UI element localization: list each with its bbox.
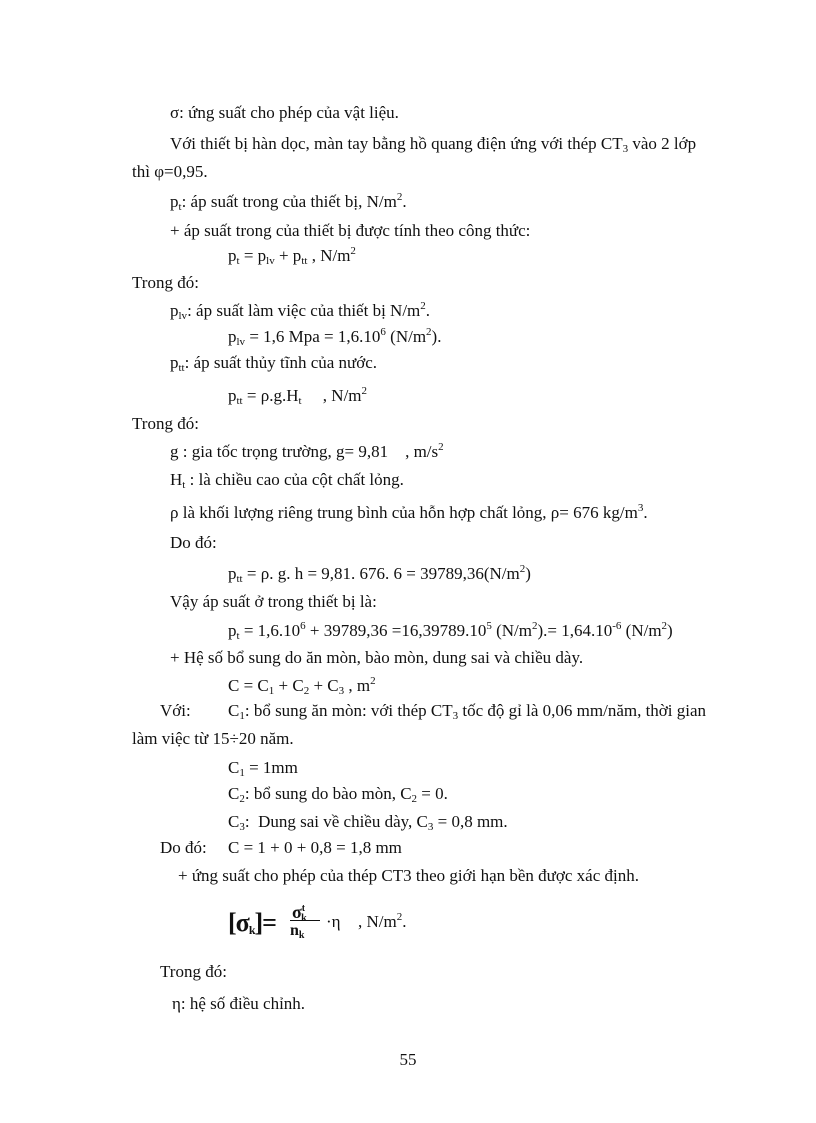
line-text: C bbox=[228, 701, 240, 720]
text-line bbox=[170, 192, 407, 212]
line-text: C bbox=[228, 784, 240, 803]
subscript: tt bbox=[236, 395, 243, 407]
line-text: : bổ sung ăn mòn: với thép CT bbox=[244, 701, 453, 720]
superscript: 2 bbox=[519, 563, 526, 575]
formula-text: σ bbox=[292, 902, 302, 922]
formula-line bbox=[228, 676, 376, 696]
line-text: Vậy áp suất ở trong thiết bị là: bbox=[170, 592, 377, 611]
subscript: t bbox=[182, 479, 186, 491]
text-line bbox=[160, 701, 191, 721]
superscript: -6 bbox=[612, 620, 622, 632]
line-label: Với: bbox=[160, 701, 191, 720]
subscript: 3 bbox=[239, 821, 245, 833]
superscript: 2 bbox=[438, 441, 444, 453]
line-text: C bbox=[228, 812, 240, 831]
line-text: ).= 1,64.10 bbox=[537, 621, 613, 640]
text-line bbox=[178, 866, 639, 886]
formula-lhs bbox=[228, 908, 276, 938]
superscript: 3 bbox=[637, 502, 644, 514]
superscript: 2 bbox=[350, 245, 356, 257]
formula-text: . bbox=[402, 912, 407, 931]
line-text: = 0,8 mm. bbox=[433, 812, 508, 831]
line-text: = 0. bbox=[417, 784, 448, 803]
subscript: 3 bbox=[452, 710, 459, 722]
text-line bbox=[170, 470, 404, 490]
subscript: k bbox=[248, 923, 255, 937]
superscript: 2 bbox=[396, 911, 403, 923]
text-line bbox=[170, 442, 444, 462]
subscript: lv bbox=[178, 310, 188, 322]
line-text: , m bbox=[344, 676, 371, 695]
line-text: = p bbox=[239, 246, 267, 265]
line-text: : là chiều cao của cột chất lỏng. bbox=[185, 470, 404, 489]
line-text: p bbox=[228, 621, 237, 640]
formula-line bbox=[228, 386, 367, 406]
line-text: . bbox=[425, 301, 431, 320]
line-text: : áp suất thủy tĩnh của nước. bbox=[184, 353, 378, 372]
line-text: ) bbox=[667, 621, 673, 640]
line-text: = 1,6 Mpa = 1,6.10 bbox=[245, 327, 381, 346]
line-text: (N/m bbox=[621, 621, 662, 640]
line-text: = 1,6.10 bbox=[239, 621, 301, 640]
superscript: 6 bbox=[300, 620, 306, 632]
superscript: 6 bbox=[380, 326, 386, 338]
line-text: + p bbox=[274, 246, 302, 265]
line-text: + Hệ số bổ sung do ăn mòn, bào mòn, dung sai và chiều dày. bbox=[170, 648, 584, 667]
subscript: k bbox=[301, 913, 307, 924]
fraction-bar bbox=[290, 920, 320, 921]
subscript: t bbox=[178, 201, 182, 213]
text-line bbox=[132, 273, 199, 293]
line-text: = 1mm bbox=[244, 758, 298, 777]
formula-text: [σ bbox=[228, 908, 249, 937]
superscript: 2 bbox=[426, 326, 432, 338]
text-line bbox=[228, 701, 706, 721]
formula-line bbox=[228, 327, 441, 347]
text-line bbox=[160, 962, 227, 982]
superscript: 5 bbox=[486, 620, 492, 632]
formula-line bbox=[228, 838, 402, 858]
line-text: σ: ứng suất cho phép của vật liệu. bbox=[170, 103, 399, 122]
text-line bbox=[170, 648, 583, 668]
text-line bbox=[170, 592, 377, 612]
formula-line bbox=[228, 758, 298, 778]
subscript: lv bbox=[266, 255, 275, 267]
line-text: + C bbox=[309, 676, 339, 695]
subscript: tt bbox=[236, 573, 243, 585]
line-text: p bbox=[228, 327, 237, 346]
line-text: (N/m bbox=[385, 327, 427, 346]
line-text: Trong đó: bbox=[132, 414, 199, 433]
text-line bbox=[132, 414, 199, 434]
line-text: p bbox=[228, 564, 237, 583]
line-text: p bbox=[228, 246, 237, 265]
text-line bbox=[228, 812, 508, 832]
line-text: + ứng suất cho phép của thép CT3 theo giới hạn bền được xác định. bbox=[178, 866, 639, 885]
line-text: : áp suất làm việc của thiết bị N/m bbox=[187, 301, 421, 320]
formula-unit bbox=[358, 912, 406, 932]
line-text: làm việc từ 15÷20 năm. bbox=[132, 729, 294, 748]
text-line bbox=[172, 994, 305, 1014]
superscript: 2 bbox=[420, 300, 426, 312]
line-text: , N/m bbox=[307, 246, 351, 265]
line-text: . bbox=[402, 192, 407, 211]
text-line bbox=[228, 784, 448, 804]
line-text: p bbox=[170, 353, 179, 372]
formula-text: , N/m bbox=[358, 912, 397, 931]
line-text: p bbox=[170, 301, 179, 320]
formula-line bbox=[228, 621, 673, 641]
subscript: k bbox=[298, 930, 305, 941]
line-text: , N/m bbox=[301, 386, 362, 405]
superscript: t bbox=[301, 903, 306, 914]
subscript: lv bbox=[236, 336, 246, 348]
text-line bbox=[170, 353, 377, 373]
subscript: 2 bbox=[239, 793, 245, 805]
subscript: 2 bbox=[411, 793, 418, 805]
superscript: 2 bbox=[361, 385, 368, 397]
line-text: Do đó: bbox=[170, 533, 217, 552]
line-text: g : gia tốc trọng trường, g= 9,81 , m/s bbox=[170, 442, 439, 461]
page-number: 55 bbox=[399, 1050, 417, 1069]
subscript: tt bbox=[301, 255, 308, 267]
formula-line bbox=[228, 564, 531, 584]
line-text: . bbox=[643, 503, 648, 522]
line-text: thì φ=0,95. bbox=[132, 162, 208, 181]
text-line bbox=[170, 103, 399, 123]
text-line bbox=[170, 503, 648, 523]
line-text: Với thiết bị hàn dọc, màn tay bằng hồ quang điện ứng với thép CT bbox=[170, 134, 623, 153]
line-text: ρ là khối lượng riêng trung bình của hỗn hợp chất lỏng, ρ= 676 kg/m bbox=[170, 503, 638, 522]
line-text: (N/m bbox=[491, 621, 532, 640]
line-text: p bbox=[228, 386, 237, 405]
subscript: t bbox=[236, 255, 240, 267]
line-text: Trong đó: bbox=[132, 273, 199, 292]
line-text: C = C bbox=[228, 676, 269, 695]
text-line bbox=[170, 301, 430, 321]
subscript: 2 bbox=[303, 685, 310, 697]
line-text: p bbox=[170, 192, 179, 211]
line-text: : áp suất trong của thiết bị, N/m bbox=[181, 192, 397, 211]
subscript: 3 bbox=[427, 821, 434, 833]
formula-text: ]= bbox=[254, 908, 276, 937]
line-text: ). bbox=[431, 327, 442, 346]
line-text: tốc độ gỉ là 0,06 mm/năm, thời gian bbox=[458, 701, 707, 720]
subscript: 3 bbox=[622, 143, 629, 155]
superscript: 2 bbox=[396, 191, 403, 203]
line-text: η: hệ số điều chỉnh. bbox=[172, 994, 306, 1013]
subscript: 1 bbox=[268, 685, 275, 697]
subscript: 1 bbox=[239, 710, 245, 722]
line-text: H bbox=[170, 470, 183, 489]
allowable-stress-formula bbox=[228, 898, 428, 948]
subscript: 3 bbox=[338, 685, 345, 697]
formula-text: ·η bbox=[326, 912, 341, 931]
line-text: vào 2 lớp bbox=[628, 134, 697, 153]
formula-line bbox=[228, 246, 356, 266]
text-line bbox=[170, 134, 696, 154]
text-line bbox=[132, 162, 208, 182]
line-text: C bbox=[228, 758, 240, 777]
line-text: ) bbox=[525, 564, 531, 583]
subscript: t bbox=[298, 395, 302, 407]
superscript: 2 bbox=[531, 620, 538, 632]
line-text: : bổ sung do bào mòn, C bbox=[244, 784, 412, 803]
text-line bbox=[160, 838, 207, 858]
line-label: Do đó: bbox=[160, 838, 207, 857]
formula-eta bbox=[326, 912, 341, 932]
subscript: t bbox=[236, 630, 240, 642]
subscript: 1 bbox=[239, 767, 245, 779]
line-text: + C bbox=[274, 676, 304, 695]
line-text: + áp suất trong của thiết bị được tính theo công thức: bbox=[170, 221, 531, 240]
line-text: + 39789,36 =16,39789.10 bbox=[305, 621, 487, 640]
fraction-denominator bbox=[290, 922, 304, 940]
line-text: Trong đó: bbox=[160, 962, 227, 981]
line-text: = ρ.g.H bbox=[242, 386, 299, 405]
subscript: tt bbox=[178, 362, 185, 374]
text-line bbox=[132, 729, 294, 749]
superscript: 2 bbox=[661, 620, 668, 632]
superscript: 2 bbox=[370, 675, 376, 687]
line-text: C = 1 + 0 + 0,8 = 1,8 mm bbox=[228, 838, 402, 857]
formula-text: n bbox=[290, 922, 299, 939]
line-text: = ρ. g. h = 9,81. 676. 6 = 39789,36(N/m bbox=[242, 564, 520, 583]
line-text: : Dung sai về chiều dày, C bbox=[244, 812, 428, 831]
text-line bbox=[170, 221, 530, 241]
text-line bbox=[170, 533, 217, 553]
